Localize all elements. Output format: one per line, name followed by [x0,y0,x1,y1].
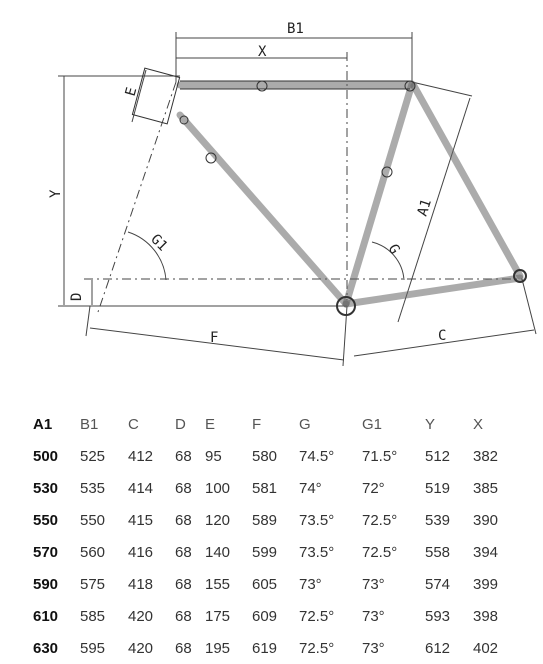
table-cell: 519 [425,479,451,497]
table-cell: 609 [252,607,278,625]
table-cell: 412 [128,447,154,465]
table-cell: 73° [362,639,385,657]
table-cell: 73° [362,607,385,625]
label-e: E [122,85,141,98]
table-cell: 74° [299,479,322,497]
header-x: X [473,415,484,433]
table-cell: 575 [80,575,106,593]
table-row [33,440,513,472]
table-cell: 535 [80,479,106,497]
label-c: C [438,328,447,344]
table-cell: 73° [299,575,322,593]
table-cell: 394 [473,543,499,561]
table-cell: 619 [252,639,278,657]
table-cell: 595 [80,639,106,657]
table-cell: 539 [425,511,451,529]
table-cell: 415 [128,511,154,529]
table-cell: 74.5° [299,447,335,465]
geometry-table [33,408,513,664]
table-row [33,536,513,568]
label-f: F [210,330,219,346]
table-cell: 402 [473,639,499,657]
table-cell: 120 [205,511,231,529]
table-cell: 399 [473,575,499,593]
table-cell: 512 [425,447,451,465]
table-cell: 581 [252,479,278,497]
table-row [33,472,513,504]
table-cell: 398 [473,607,499,625]
table-cell: 140 [205,543,231,561]
header-y: Y [425,415,436,433]
header-b1: B1 [80,415,99,433]
table-row [33,600,513,632]
table-cell: 560 [80,543,106,561]
header-c: C [128,415,139,433]
table-cell: 73.5° [299,511,335,529]
label-g: G [384,241,403,257]
table-row [33,568,513,600]
table-cell: 612 [425,639,451,657]
table-cell: 558 [425,543,451,561]
label-b1: B1 [287,21,304,37]
table-cell: 72.5° [362,511,398,529]
table-cell: 525 [80,447,106,465]
table-row [33,632,513,664]
table-cell: 550 [80,511,106,529]
table-cell: 630 [33,639,59,657]
table-cell: 500 [33,447,59,465]
table-cell: 68 [175,479,192,497]
table-cell: 593 [425,607,451,625]
header-e: E [205,415,216,433]
table-cell: 100 [205,479,231,497]
table-cell: 418 [128,575,154,593]
table-cell: 414 [128,479,154,497]
table-cell: 73° [362,575,385,593]
table-cell: 72.5° [362,543,398,561]
table-cell: 550 [33,511,59,529]
table-cell: 599 [252,543,278,561]
table-cell: 95 [205,447,222,465]
table-cell: 605 [252,575,278,593]
table-cell: 610 [33,607,59,625]
table-cell: 68 [175,543,192,561]
table-cell: 68 [175,511,192,529]
label-a1: A1 [414,197,435,219]
table-header-row [33,408,513,440]
chain-stay [346,278,520,304]
table-cell: 155 [205,575,231,593]
table-cell: 175 [205,607,231,625]
table-cell: 580 [252,447,278,465]
table-cell: 72° [362,479,385,497]
table-cell: 68 [175,607,192,625]
table-cell: 68 [175,639,192,657]
table-cell: 390 [473,511,499,529]
table-cell: 72.5° [299,607,335,625]
label-d: D [69,292,85,301]
header-g: G [299,415,311,433]
table-cell: 71.5° [362,447,398,465]
label-x: X [258,44,267,60]
table-cell: 68 [175,575,192,593]
table-cell: 382 [473,447,499,465]
table-cell: 530 [33,479,59,497]
table-cell: 416 [128,543,154,561]
label-g1: G1 [147,231,171,255]
f-extension-left [86,306,90,336]
table-row [33,504,513,536]
table-cell: 68 [175,447,192,465]
header-a1: A1 [33,415,53,433]
table-cell: 195 [205,639,231,657]
table-cell: 574 [425,575,451,593]
down-tube [414,86,520,276]
c-extension-right [522,279,536,334]
table-cell: 72.5° [299,639,335,657]
table-cell: 73.5° [299,543,335,561]
table-cell: 589 [252,511,278,529]
table-cell: 420 [128,607,154,625]
table-cell: 420 [128,639,154,657]
table-cell: 385 [473,479,499,497]
table-cell: 590 [33,575,59,593]
table-cell: 585 [80,607,106,625]
label-y: Y [48,189,64,198]
table-cell: 570 [33,543,59,561]
header-g1: G1 [362,415,383,433]
header-d: D [175,415,186,433]
header-f: F [252,415,262,433]
seat-axis-line [98,82,176,312]
seat-tube [180,115,346,304]
